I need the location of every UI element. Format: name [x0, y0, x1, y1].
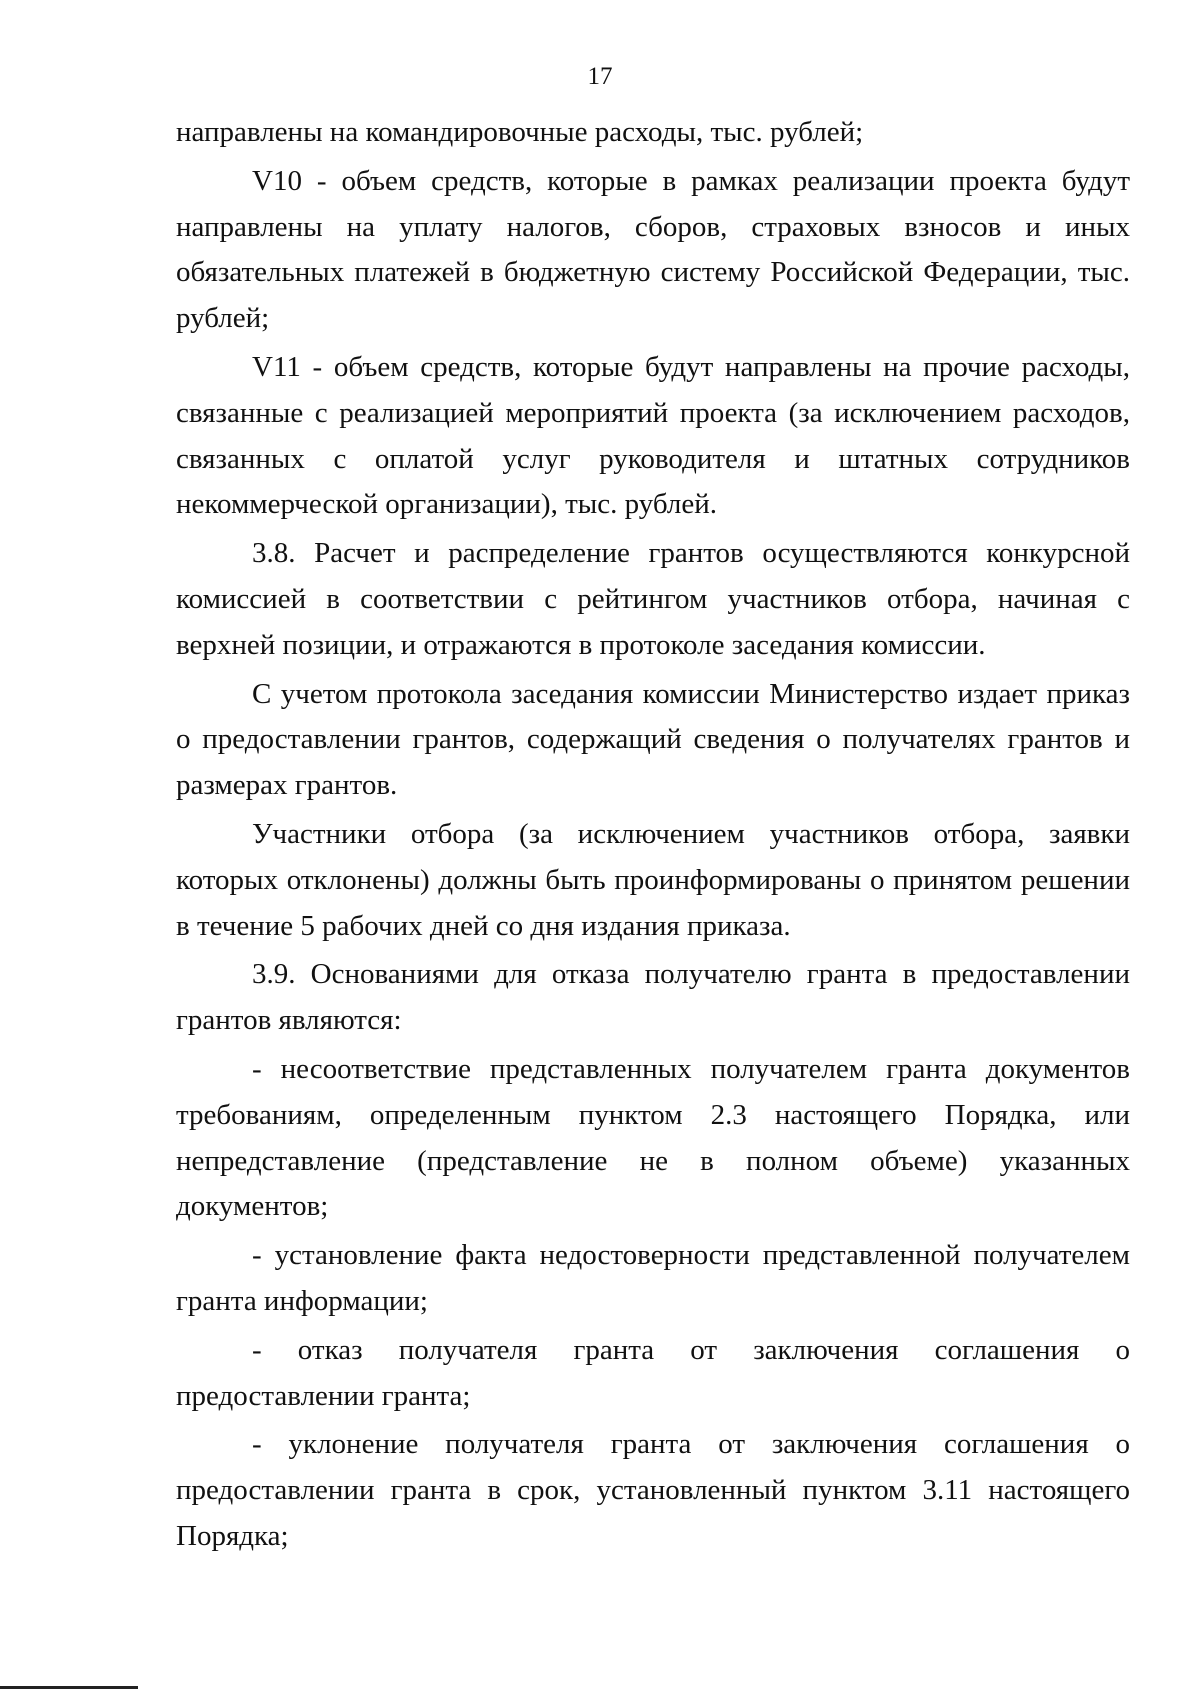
- paragraph-v11: V11 - объем средств, которые будут направлены на прочие расходы, связанные с реализацией мероприятий проекта (за исключением расходов, связанных с оплатой услуг руководителя и штатных сотрудников некоммерческой организации), тыс. рублей.: [176, 350, 1130, 521]
- document-body: [176, 110, 1130, 1560]
- list-item-refusal: - отказ получателя гранта от заключения соглашения о предоставлении гранта;: [176, 1333, 1130, 1412]
- paragraph-3-9: 3.9. Основаниями для отказа получателю гранта в предоставлении грантов являются:: [176, 958, 1130, 1037]
- paragraph-v10: V10 - объем средств, которые в рамках реализации проекта будут направлены на уплату налогов, сборов, страховых взносов и иных обязательных платежей в бюджетную систему Российской Федерации, тыс. рублей;: [176, 164, 1130, 335]
- paragraph-participants-notice: Участники отбора (за исключением участников отбора, заявки которых отклонены) должны быть проинформированы о принятом решении в течение 5 рабочих дней со дня издания приказа.: [176, 817, 1130, 942]
- list-item-false-information: - установление факта недостоверности представленной получателем гранта информации;: [176, 1239, 1130, 1317]
- paragraph-travel-expenses: направлены на командировочные расходы, тыс. рублей;: [176, 116, 864, 148]
- list-item-documents-mismatch: - несоответствие представленных получателем гранта документов требованиям, определенным пунктом 2.3 настоящего Порядка, или непредставление (представление не в полном объеме) указанных документов;: [176, 1052, 1130, 1223]
- page-number: 17: [587, 63, 613, 90]
- paragraph-ministry-order: С учетом протокола заседания комиссии Министерство издает приказ о предоставлении грантов, содержащий сведения о получателях грантов и размерах грантов.: [176, 677, 1130, 802]
- footer-divider: [0, 1686, 138, 1689]
- list-item-evasion: - уклонение получателя гранта от заключения соглашения о предоставлении гранта в срок, установленный пунктом 3.11 настоящего Порядка;: [176, 1428, 1130, 1552]
- paragraph-3-8: 3.8. Расчет и распределение грантов осуществляются конкурсной комиссией в соответствии с рейтингом участников отбора, начиная с верхней позиции, и отражаются в протоколе заседания комиссии.: [176, 537, 1130, 661]
